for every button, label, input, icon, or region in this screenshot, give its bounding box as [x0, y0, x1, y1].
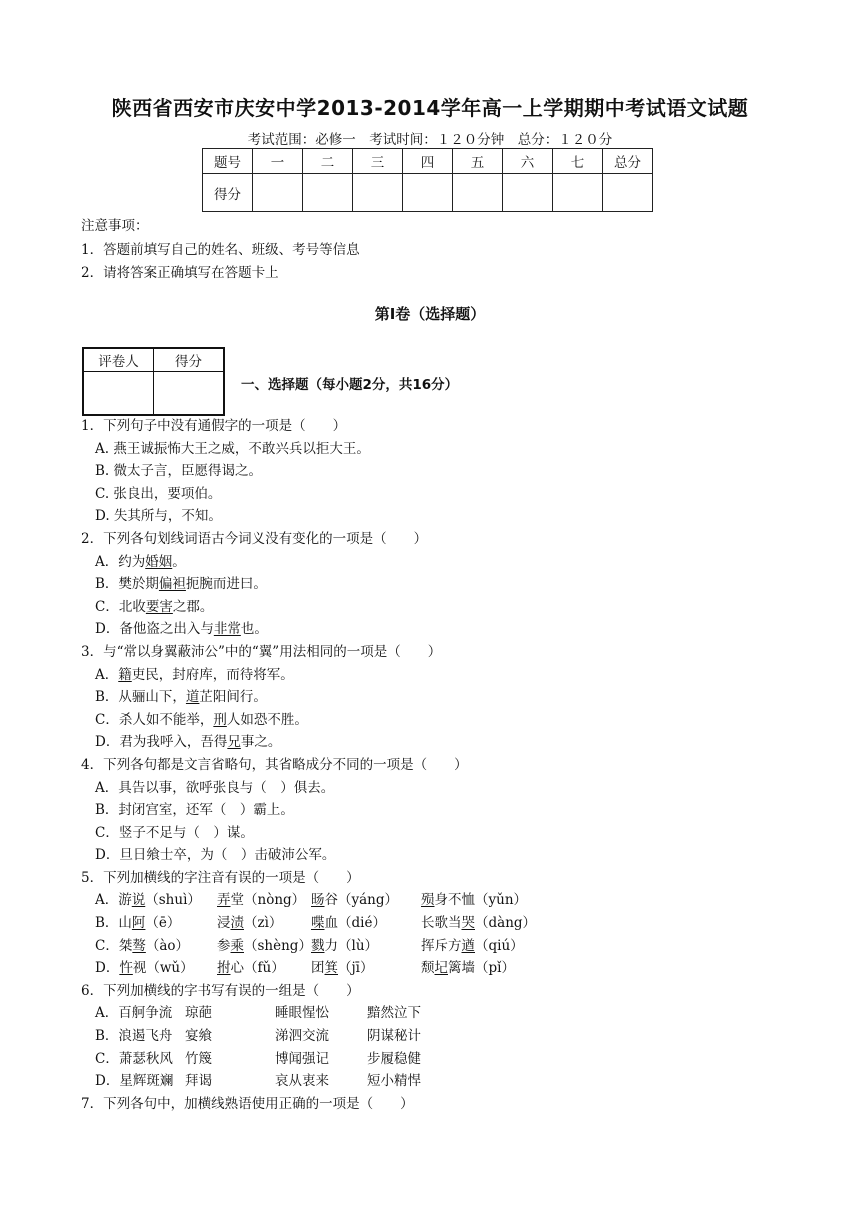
option-item: [95, 935, 217, 958]
option-text: B．山: [95, 915, 132, 932]
option-text: （jī）: [338, 960, 374, 977]
exam-info: 考试范围：必修一 考试时间：１２０分钟 总分：１２０分: [247, 132, 613, 148]
option-text: 吏民，封府库，而待将军。: [131, 666, 294, 683]
option: [81, 731, 801, 754]
option: A. 燕王诚振怖大王之威，不敢兴兵以拒大王。: [95, 440, 370, 457]
option-text: 之郡。: [172, 598, 214, 615]
option-item: [95, 889, 217, 912]
option-text: 芷阳间行。: [199, 689, 267, 706]
option-item: A．百舸争流: [95, 1005, 173, 1022]
option-text: 视（wǔ）: [132, 960, 194, 977]
option-item: [311, 912, 421, 935]
option-item: [421, 935, 524, 958]
score-header-cell: 一: [253, 149, 303, 174]
underlined-char: 哭: [461, 915, 475, 932]
option-text: （zì）: [244, 915, 283, 932]
option-text: 血（dié）: [324, 915, 386, 932]
option: C．竖子不足与（ ）谋。: [95, 824, 254, 841]
option-text: （ē）: [145, 915, 181, 932]
underlined-char: 乘: [230, 937, 244, 954]
notes: [81, 215, 360, 286]
option-text: 参: [217, 937, 231, 954]
option-row: [81, 889, 801, 912]
score-header-cell: 二: [303, 149, 353, 174]
option-item: 短小精悍: [367, 1073, 421, 1090]
underlined-word: 要害: [145, 598, 173, 615]
option-item: [311, 935, 421, 958]
option-item: 琼葩: [185, 1005, 212, 1022]
option-text: 长歌当: [421, 915, 462, 932]
underlined-char: 戮: [311, 937, 325, 954]
underlined-char: 旸: [311, 892, 325, 909]
option-text: C．桀: [95, 937, 133, 954]
option-text: D．君为我呼入，吾得: [95, 734, 228, 751]
option-row: [81, 1070, 801, 1093]
option-text: C．杀人如不能举，: [95, 711, 214, 728]
underlined-word: 籍: [118, 666, 132, 683]
option-item: 步履稳健: [367, 1050, 421, 1067]
option: C. 张良出，要项伯。: [95, 485, 222, 502]
option-text: 篱墙（pǐ）: [448, 960, 515, 977]
option-text: D．: [95, 960, 120, 977]
underlined-char: 渍: [230, 915, 244, 932]
option-item: D．星辉斑斓: [95, 1073, 174, 1090]
option-item: 涕泗交流: [275, 1028, 329, 1045]
notes-heading: 注意事项：: [81, 218, 149, 234]
option: D．旦日飨士卒，为（ ）击破沛公军。: [95, 847, 336, 864]
score-cell: [253, 174, 303, 212]
question-stem: 3．与“常以身翼蔽沛公”中的“翼”用法相同的一项是（ ）: [81, 643, 442, 660]
option-text: 。: [172, 553, 186, 570]
underlined-word: 偏袒: [158, 576, 186, 593]
option-text: 堂（nòng）: [230, 892, 306, 909]
option-item: [421, 889, 527, 912]
score-cell: [353, 174, 403, 212]
underlined-word: 婚姻: [145, 553, 173, 570]
option-text: 事之。: [240, 734, 282, 751]
note-item: 2．请将答案正确填写在答题卡上: [81, 265, 279, 281]
option-row: [81, 957, 801, 980]
grader-score-cell: [154, 372, 225, 416]
underlined-word: 刑: [213, 711, 227, 728]
underlined-char: 弄: [217, 892, 231, 909]
underlined-char: 拊: [217, 960, 231, 977]
underlined-char: 说: [131, 892, 146, 909]
option-item: [217, 889, 311, 912]
option-item: [311, 957, 421, 980]
option-row: [81, 912, 801, 935]
option-item: [95, 957, 217, 980]
score-cell: [403, 174, 453, 212]
option-item: 拜谒: [185, 1073, 212, 1090]
score-header-cell: 五: [453, 149, 503, 174]
option-row: [81, 1025, 801, 1048]
score-row-label: 得分: [203, 174, 253, 212]
question-stem: 6．下列加横线的字书写有误的一组是（ ）: [81, 982, 360, 999]
underlined-char: 箕: [324, 960, 338, 977]
score-header-cell: 七: [553, 149, 603, 174]
option-text: 扼腕而进曰。: [185, 576, 267, 593]
option-text: A．: [95, 666, 119, 683]
option-text: B．樊於期: [95, 576, 159, 593]
score-cell: [453, 174, 503, 212]
section-title: 第Ⅰ卷（选择题）: [374, 305, 486, 323]
underlined-word: 非常: [213, 621, 241, 638]
option-row: [81, 935, 801, 958]
option: [81, 596, 801, 619]
underlined-char: 喋: [311, 915, 325, 932]
option-text: B．从骊山下，: [95, 689, 186, 706]
option-item: 竹篾: [185, 1050, 212, 1067]
option-row: [81, 1002, 801, 1025]
option-text: （shèng）: [244, 937, 312, 954]
option-text: （dàng）: [475, 915, 537, 932]
option-text: 也。: [240, 621, 268, 638]
option-text: 挥斥方: [421, 937, 462, 954]
grader-table: [82, 347, 225, 416]
option-item: 博闻强记: [275, 1050, 329, 1067]
option-item: [217, 957, 311, 980]
option: [81, 551, 801, 574]
grader-cell: [83, 372, 154, 416]
part-title: 一、选择题（每小题2分，共16分）: [241, 377, 459, 393]
option: [81, 618, 801, 641]
score-table: [202, 148, 653, 212]
option-text: A．约为: [95, 553, 146, 570]
grader-label: 评卷人: [83, 348, 154, 372]
option: [81, 709, 801, 732]
score-cell: [603, 174, 653, 212]
option-text: 颓: [421, 960, 435, 977]
option: D. 失其所与，不知。: [95, 508, 222, 525]
option-text: （ào）: [145, 937, 190, 954]
option: [81, 686, 801, 709]
option-text: 人如恐不胜。: [226, 711, 308, 728]
underlined-char: 阿: [131, 915, 146, 932]
option-item: [95, 912, 217, 935]
score-header-cell: 三: [353, 149, 403, 174]
option-item: [421, 957, 515, 980]
underlined-word: 兄: [227, 734, 241, 751]
option: B. 微太子言，臣愿得谒之。: [95, 463, 263, 480]
option-text: C．北收: [95, 598, 146, 615]
option-text: 谷（yáng）: [324, 892, 399, 909]
option-text: D．备他盗之出入与: [95, 621, 214, 638]
question-stem: 5．下列加横线的字注音有误的一项是（ ）: [81, 869, 360, 886]
option-text: 心（fǔ）: [230, 960, 285, 977]
option-item: 阴谋秘计: [367, 1028, 421, 1045]
option-text: 力（lù）: [324, 937, 379, 954]
score-cell: [303, 174, 353, 212]
question-stem: 4．下列各句都是文言省略句，其省略成分不同的一项是（ ）: [81, 756, 468, 773]
score-cell: [503, 174, 553, 212]
option-text: 浸: [217, 915, 231, 932]
underlined-char: 圮: [434, 960, 448, 977]
option-text: A．游: [95, 892, 132, 909]
option-item: 睡眼惺忪: [275, 1005, 329, 1022]
question-stem: 1．下列句子中没有通假字的一项是（ ）: [81, 418, 347, 434]
option-text: （shuì）: [145, 892, 201, 909]
score-header-cell: 题号: [203, 149, 253, 174]
page-title: 陕西省西安市庆安中学2013-2014学年高一上学期期中考试语文试题: [111, 96, 749, 120]
question-stem: 7．下列各句中，加横线熟语使用正确的一项是（ ）: [81, 1095, 414, 1112]
underlined-word: 道: [185, 689, 200, 706]
option: [81, 664, 801, 687]
option-item: [217, 912, 311, 935]
option-text: 身不恤（yǔn）: [434, 892, 528, 909]
option-item: [311, 889, 421, 912]
underlined-char: 殒: [421, 892, 435, 909]
questions: [81, 415, 801, 1115]
option-text: （qiú）: [475, 937, 524, 954]
option: B．封闭宫室，还军（ ）霸上。: [95, 802, 294, 819]
option-item: 哀从衷来: [275, 1073, 329, 1090]
option-item: 宴飨: [185, 1028, 212, 1045]
score-header-cell: 四: [403, 149, 453, 174]
underlined-char: 忤: [119, 960, 133, 977]
option-item: B．浪遏飞舟: [95, 1028, 173, 1045]
grader-score-label: 得分: [154, 348, 225, 372]
option: A．具告以事，欲呼张良与（ ）俱去。: [95, 779, 335, 796]
option-text: 团: [311, 960, 325, 977]
score-cell: [553, 174, 603, 212]
note-item: 1．答题前填写自己的姓名、班级、考号等信息: [81, 241, 360, 258]
score-header-cell: 总分: [603, 149, 653, 174]
option: [81, 573, 801, 596]
score-header-cell: 六: [503, 149, 553, 174]
underlined-char: 遒: [461, 937, 475, 954]
option-item: 黯然泣下: [367, 1005, 421, 1022]
option-item: C．萧瑟秋风: [95, 1050, 173, 1067]
underlined-char: 骜: [132, 937, 146, 954]
option-row: [81, 1048, 801, 1071]
question-stem: 2．下列各句划线词语古今词义没有变化的一项是（ ）: [81, 530, 428, 547]
option-item: [217, 935, 311, 958]
option-item: [421, 912, 536, 935]
score-table-score-row: [203, 174, 653, 212]
score-table-header-row: [203, 149, 653, 174]
